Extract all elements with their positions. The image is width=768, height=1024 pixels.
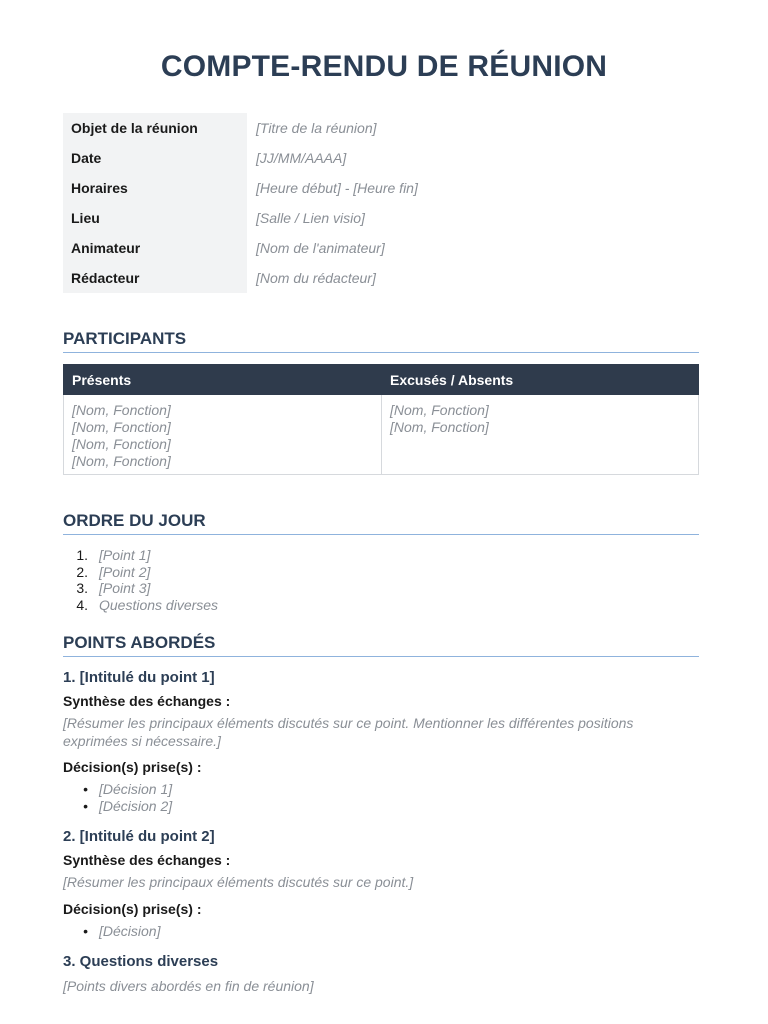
- list-item: [63, 781, 172, 798]
- info-label: Horaires: [63, 173, 247, 203]
- list-item: [63, 597, 218, 614]
- participants-table: [63, 364, 699, 475]
- present-cell: [64, 395, 382, 475]
- participant-entry: [Nom, Fonction]: [72, 402, 171, 418]
- participant-entry: [Nom, Fonction]: [72, 436, 171, 452]
- point-1-decisions: [63, 781, 172, 814]
- point-2-summary: [Résumer les principaux éléments discutés sur ce point.]: [63, 874, 414, 890]
- item-number: 1.: [76, 547, 88, 563]
- point-3-summary: [Points divers abordés en fin de réunion]: [63, 978, 314, 994]
- info-row-hours: [63, 173, 699, 203]
- item-number: 3.: [76, 580, 88, 596]
- list-item: [63, 923, 160, 940]
- info-value: [JJ/MM/AAAA]: [256, 150, 347, 166]
- participants-heading: PARTICIPANTS: [63, 329, 699, 353]
- participant-entry: [Nom, Fonction]: [390, 402, 489, 418]
- bullet: •: [83, 797, 88, 814]
- info-row-host: [63, 233, 699, 263]
- info-label: Animateur: [63, 233, 247, 263]
- item-text: [Décision]: [99, 923, 161, 939]
- info-row-date: [63, 143, 699, 173]
- point-1-title: 1. [Intitulé du point 1]: [63, 669, 215, 686]
- bullet: •: [83, 781, 88, 797]
- info-value: [Nom de l'animateur]: [256, 240, 385, 256]
- item-text: Questions diverses: [99, 596, 219, 613]
- item-text: [Point 2]: [99, 563, 151, 580]
- info-value: [Titre de la réunion]: [256, 120, 377, 136]
- list-item: [63, 547, 218, 564]
- info-label: Rédacteur: [63, 263, 247, 293]
- info-row-location: [63, 203, 699, 233]
- info-row-subject: [63, 113, 699, 143]
- list-item: [63, 564, 218, 581]
- item-text: [Décision 2]: [99, 797, 173, 814]
- meeting-info-table: [63, 113, 699, 293]
- info-label: Date: [63, 143, 247, 173]
- points-heading: POINTS ABORDÉS: [63, 633, 699, 657]
- agenda-list: [63, 547, 218, 613]
- absent-cell: [382, 395, 699, 475]
- point-1-summary: [Résumer les principaux éléments discutés sur ce point. Mentionner les différentes positions exprimées si nécessaire.]: [63, 715, 634, 749]
- document-title: COMPTE-RENDU DE RÉUNION: [160, 50, 608, 83]
- point-2-title: 2. [Intitulé du point 2]: [63, 828, 215, 845]
- participant-entry: [Nom, Fonction]: [72, 453, 171, 469]
- info-label: Objet de la réunion: [63, 113, 247, 143]
- present-header: Présents: [64, 365, 382, 395]
- item-number: 2.: [76, 563, 88, 580]
- info-value: [Nom du rédacteur]: [256, 270, 376, 286]
- participant-entry: [Nom, Fonction]: [72, 419, 171, 435]
- info-label: Lieu: [63, 203, 247, 233]
- point-2-decisions-label: Décision(s) prise(s) :: [63, 901, 202, 917]
- participant-entry: [Nom, Fonction]: [390, 419, 489, 435]
- list-item: [63, 798, 172, 815]
- bullet: •: [83, 923, 88, 939]
- item-text: [Point 3]: [99, 580, 151, 596]
- point-2-decisions: [63, 923, 160, 940]
- info-value: [Salle / Lien visio]: [256, 210, 365, 226]
- list-item: [63, 580, 218, 597]
- info-row-writer: [63, 263, 699, 293]
- info-value: [Heure début] - [Heure fin]: [256, 180, 418, 196]
- item-text: [Point 1]: [99, 547, 151, 563]
- item-text: [Décision 1]: [99, 781, 173, 797]
- agenda-heading: ORDRE DU JOUR: [63, 511, 699, 535]
- point-1-summary-label: Synthèse des échanges :: [63, 693, 231, 709]
- point-2-summary-label: Synthèse des échanges :: [63, 852, 231, 868]
- absent-header: Excusés / Absents: [382, 365, 699, 395]
- point-1-decisions-label: Décision(s) prise(s) :: [63, 759, 202, 775]
- point-3-title: 3. Questions diverses: [63, 953, 219, 970]
- item-number: 4.: [76, 596, 88, 613]
